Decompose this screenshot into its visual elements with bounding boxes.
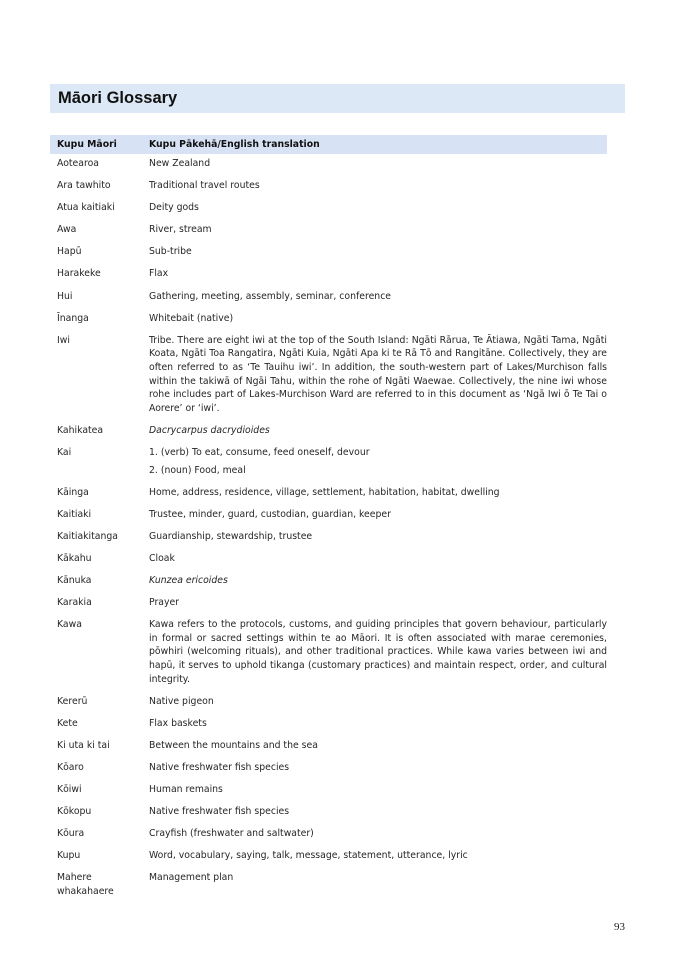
glossary-row xyxy=(50,443,607,483)
glossary-definition xyxy=(142,615,607,691)
glossary-row xyxy=(50,198,607,220)
glossary-term: Awa xyxy=(57,224,77,236)
glossary-definition xyxy=(142,287,607,309)
glossary-definition xyxy=(142,549,607,571)
glossary-term: Kānuka xyxy=(57,574,92,586)
glossary-definition xyxy=(142,758,607,780)
definition-text: Whitebait (native) xyxy=(149,312,234,324)
glossary-term: Mahere whakahaere xyxy=(57,872,114,897)
glossary-row xyxy=(50,824,607,846)
definition-text: Management plan xyxy=(149,872,234,884)
glossary-definition xyxy=(142,593,607,615)
definition-text: Dacrycarpus dacrydioides xyxy=(149,424,270,436)
glossary-definition xyxy=(142,198,607,220)
glossary-definition xyxy=(142,264,607,286)
glossary-row xyxy=(50,309,607,331)
glossary-row xyxy=(50,505,607,527)
definition-text: Native freshwater fish species xyxy=(149,806,290,818)
definition-text: Kawa refers to the protocols, customs, and guiding principles that govern behaviour, particularly in formal or sacred settings within te ao Māori. It is often associated with marae ceremonies, pōwhiri (welcoming rituals), and other traditional practices. While kawa varies between iwi and hapū, it serves to uphold tikanga (customary practices) and maintain respect, order, and cultural integrity. xyxy=(149,619,607,685)
section-heading-band xyxy=(50,84,625,113)
glossary-term: Kete xyxy=(57,717,78,729)
glossary-definition xyxy=(142,154,607,176)
glossary-row xyxy=(50,615,607,691)
glossary-row xyxy=(50,714,607,736)
definition-text: Traditional travel routes xyxy=(149,180,260,192)
glossary-term: Kawa xyxy=(57,619,82,631)
glossary-definition xyxy=(142,736,607,758)
glossary-definition xyxy=(142,527,607,549)
definition-text: Prayer xyxy=(149,597,180,609)
glossary-definition xyxy=(142,242,607,264)
glossary-term: Ara tawhito xyxy=(57,180,111,192)
definition-text: Sub-tribe xyxy=(149,246,192,258)
glossary-term: Īnanga xyxy=(57,312,89,324)
glossary-definition xyxy=(142,824,607,846)
column-header-maori: Kupu Māori xyxy=(50,135,142,154)
section-title: Māori Glossary xyxy=(58,89,178,107)
glossary-term: Kōiwi xyxy=(57,784,82,795)
glossary-row xyxy=(50,220,607,242)
glossary-definition xyxy=(142,421,607,443)
glossary-term: Kākahu xyxy=(57,552,92,564)
glossary-term: Kōaro xyxy=(57,761,84,773)
definition-text: River, stream xyxy=(149,224,212,236)
glossary-term: Ki uta ki tai xyxy=(57,739,110,751)
glossary-term: Atua kaitiaki xyxy=(57,202,115,214)
definition-text: Gathering, meeting, assembly, seminar, conference xyxy=(149,290,392,302)
glossary-definition xyxy=(142,802,607,824)
glossary-row xyxy=(50,287,607,309)
glossary-row xyxy=(50,331,607,421)
glossary-definition xyxy=(142,505,607,527)
glossary-definition xyxy=(142,331,607,421)
page-number: 93 xyxy=(614,921,625,933)
definition-text: Kunzea ericoides xyxy=(149,574,228,586)
glossary-row xyxy=(50,846,607,868)
glossary-row xyxy=(50,593,607,615)
definition-text: Crayfish (freshwater and saltwater) xyxy=(149,828,314,840)
glossary-row xyxy=(50,549,607,571)
glossary-row xyxy=(50,802,607,824)
glossary-row xyxy=(50,780,607,802)
column-header-english: Kupu Pākehā/English translation xyxy=(142,135,607,154)
glossary-term: Kaitiaki xyxy=(57,508,92,520)
definition-text: Human remains xyxy=(149,784,223,795)
glossary-term: Hui xyxy=(57,290,73,302)
glossary-term: Kai xyxy=(57,446,72,458)
glossary-term: Kāinga xyxy=(57,486,89,498)
glossary-definition xyxy=(142,176,607,198)
glossary-header-row xyxy=(50,135,607,154)
definition-text: New Zealand xyxy=(149,158,211,169)
definition-text: Cloak xyxy=(149,552,175,564)
glossary-term: Kaitiakitanga xyxy=(57,530,118,542)
glossary-row xyxy=(50,736,607,758)
glossary-definition xyxy=(142,483,607,505)
definition-text: 1. (verb) To eat, consume, feed oneself, devour xyxy=(149,446,370,458)
definition-text: 2. (noun) Food, meal xyxy=(149,464,246,476)
glossary-definition xyxy=(142,443,607,483)
glossary-table xyxy=(50,135,607,904)
glossary-row xyxy=(50,571,607,593)
glossary-term: Kererū xyxy=(57,695,88,707)
glossary-row xyxy=(50,421,607,443)
glossary-row xyxy=(50,264,607,286)
glossary-definition xyxy=(142,220,607,242)
glossary-definition xyxy=(142,571,607,593)
glossary-definition xyxy=(142,309,607,331)
definition-text: Deity gods xyxy=(149,202,199,214)
definition-text: Home, address, residence, village, settlement, habitation, habitat, dwelling xyxy=(149,486,500,498)
glossary-definition xyxy=(142,714,607,736)
glossary-term: Karakia xyxy=(57,597,92,609)
glossary-term: Aotearoa xyxy=(57,158,99,169)
definition-text: Trustee, minder, guard, custodian, guardian, keeper xyxy=(149,508,391,520)
definition-text: Flax xyxy=(149,268,169,280)
glossary-definition xyxy=(142,692,607,714)
glossary-row xyxy=(50,868,607,904)
glossary-row xyxy=(50,176,607,198)
glossary-term: Kahikatea xyxy=(57,424,104,436)
glossary-row xyxy=(50,154,607,176)
glossary-row xyxy=(50,527,607,549)
glossary-term: Kōkopu xyxy=(57,806,92,818)
definition-text: Native freshwater fish species xyxy=(149,761,290,773)
glossary-row xyxy=(50,692,607,714)
glossary-definition xyxy=(142,868,607,904)
glossary-term: Hapū xyxy=(57,246,82,258)
glossary-row xyxy=(50,483,607,505)
definition-text: Word, vocabulary, saying, talk, message, statement, utterance, lyric xyxy=(149,850,468,862)
glossary-row xyxy=(50,758,607,780)
definition-text: Guardianship, stewardship, trustee xyxy=(149,530,313,542)
glossary-term: Harakeke xyxy=(57,268,101,280)
definition-text: Flax baskets xyxy=(149,717,207,729)
definition-text: Between the mountains and the sea xyxy=(149,739,318,751)
definition-text: Tribe. There are eight iwi at the top of the South Island: Ngāti Rārua, Te Ātiawa, Ngāti Tama, Ngāti Koata, Ngāti Toa Rangatira, Ngāti Kuia, Ngāti Apa ki te Rā Tō and Rangitāne. Collectively, they are often referred to as ‘Te Tauihu iwi’. In addition, the south-western part of Lakes/Murchison falls within the takiwā of Ngāi Tahu, within the rohe of Ngāti Waewae. Collectively, the nine iwi whose rohe includes part of Lakes-Murchison Ward are referred to in this document as ‘Ngā Iwi ō Te Tai o Aorere’ or ‘iwi’. xyxy=(149,334,607,414)
glossary-term: Kōura xyxy=(57,828,85,840)
glossary-definition xyxy=(142,780,607,802)
definition-text: Native pigeon xyxy=(149,695,214,707)
glossary-row xyxy=(50,242,607,264)
glossary-definition xyxy=(142,846,607,868)
glossary-term: Iwi xyxy=(57,334,70,346)
glossary-term: Kupu xyxy=(57,850,81,862)
